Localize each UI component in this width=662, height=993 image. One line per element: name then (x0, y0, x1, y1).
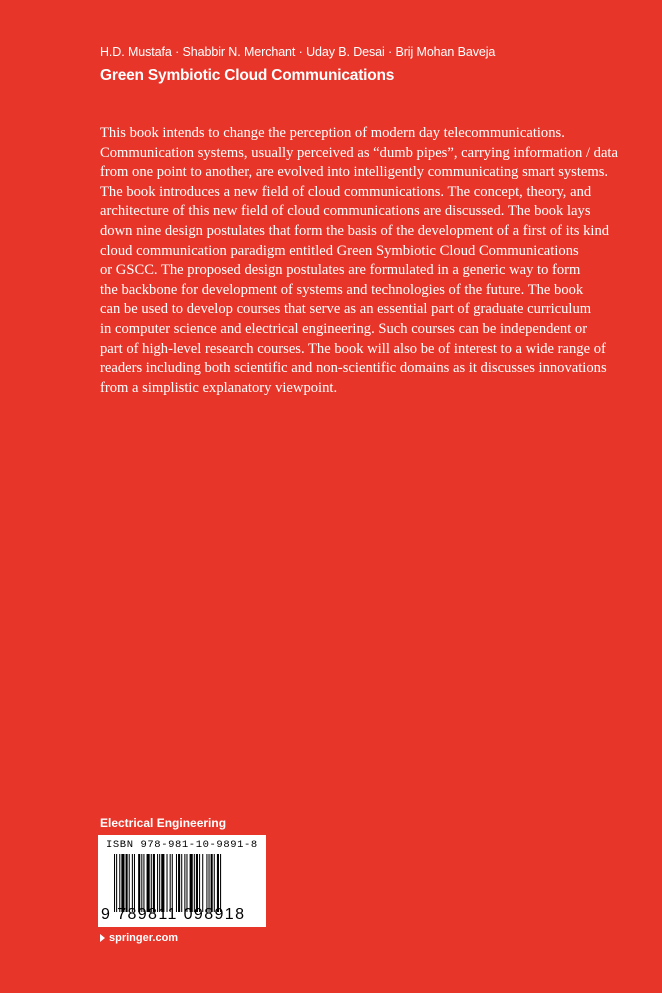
barcode-bar (119, 854, 120, 912)
arrow-right-icon (100, 934, 105, 942)
barcode-bar (116, 854, 117, 912)
barcode-bar (153, 854, 155, 912)
description-line: from one point to another, are evolved into intelligently communicating smart systems. (100, 164, 609, 181)
barcode-bar (178, 854, 180, 912)
barcode-bar (134, 854, 135, 912)
barcode-bar (214, 854, 215, 912)
description-line: cloud communication paradigm entitled Green Symbiotic Cloud Communications (100, 242, 579, 259)
description-line: readers including both scientific and non-scientific domains as it discusses innovations (100, 360, 607, 377)
publisher-url[interactable]: springer.com (109, 932, 179, 944)
barcode-bar (167, 854, 168, 912)
barcode-bar (159, 854, 160, 912)
subject-category: Electrical Engineering (100, 816, 227, 830)
barcode-bar (176, 854, 177, 912)
barcode-bar (211, 854, 213, 912)
barcode-bar (194, 854, 195, 912)
author-list: H.D. Mustafa · Shabbir N. Merchant · Uday B. Desai · Brij Mohan Baveja (100, 45, 496, 59)
description-line: from a simplistic explanatory viewpoint. (100, 379, 338, 396)
barcode-bar (126, 854, 128, 912)
barcode-bar (184, 854, 185, 912)
barcode-bar (190, 854, 193, 912)
book-description (100, 124, 620, 398)
barcode-bar (141, 854, 142, 912)
barcode-bar (147, 854, 150, 912)
isbn-barcode (98, 835, 266, 927)
barcode-bar (129, 854, 130, 912)
description-line: The book introduces a new field of cloud communications. The concept, theory, and (100, 183, 592, 200)
description-line: part of high-level research courses. The book will also be of interest to a wide range of (100, 340, 606, 357)
description-line: This book intends to change the perception of modern day telecommunications. (100, 125, 565, 141)
description-line: can be used to develop courses that serve as an essential part of graduate curriculum (100, 301, 592, 318)
barcode-bar (121, 854, 124, 912)
barcode-bar (199, 854, 200, 912)
barcode-bar (206, 854, 207, 912)
book-title: Green Symbiotic Cloud Communications (100, 67, 395, 84)
isbn-label: ISBN 978-981-10-9891-8 (106, 839, 258, 851)
barcode-bar (186, 854, 187, 912)
barcode-digits: 9 789811 098918 (101, 906, 246, 923)
barcode-bar (151, 854, 152, 912)
barcode-bar (172, 854, 173, 912)
barcode-bar (132, 854, 133, 912)
description-line: down nine design postulates that form the basis of the development of a first of its kind (100, 222, 610, 239)
barcode-bar (196, 854, 198, 912)
barcode-bar (209, 854, 210, 912)
description-line: or GSCC. The proposed design postulates are formulated in a generic way to form (100, 262, 581, 279)
barcode-bars (114, 854, 256, 912)
barcode-bar (170, 854, 171, 912)
barcode-bar (138, 854, 140, 912)
barcode-bar (114, 854, 115, 912)
barcode-bar (143, 854, 144, 912)
barcode-bar (220, 854, 221, 912)
barcode-bar (161, 854, 164, 912)
description-line: Communication systems, usually perceived as “dumb pipes”, carrying information / data (100, 144, 618, 161)
barcode-bar (157, 854, 158, 912)
barcode-bar (202, 854, 203, 912)
barcode-bar (217, 854, 219, 912)
description-line: in computer science and electrical engineering. Such courses can be independent or (100, 320, 588, 337)
description-line: the backbone for development of systems and technologies of the future. The book (100, 281, 584, 298)
description-line: architecture of this new field of cloud communications are discussed. The book lays (100, 203, 591, 220)
barcode-bar (181, 854, 182, 912)
publisher-link[interactable] (100, 932, 178, 944)
